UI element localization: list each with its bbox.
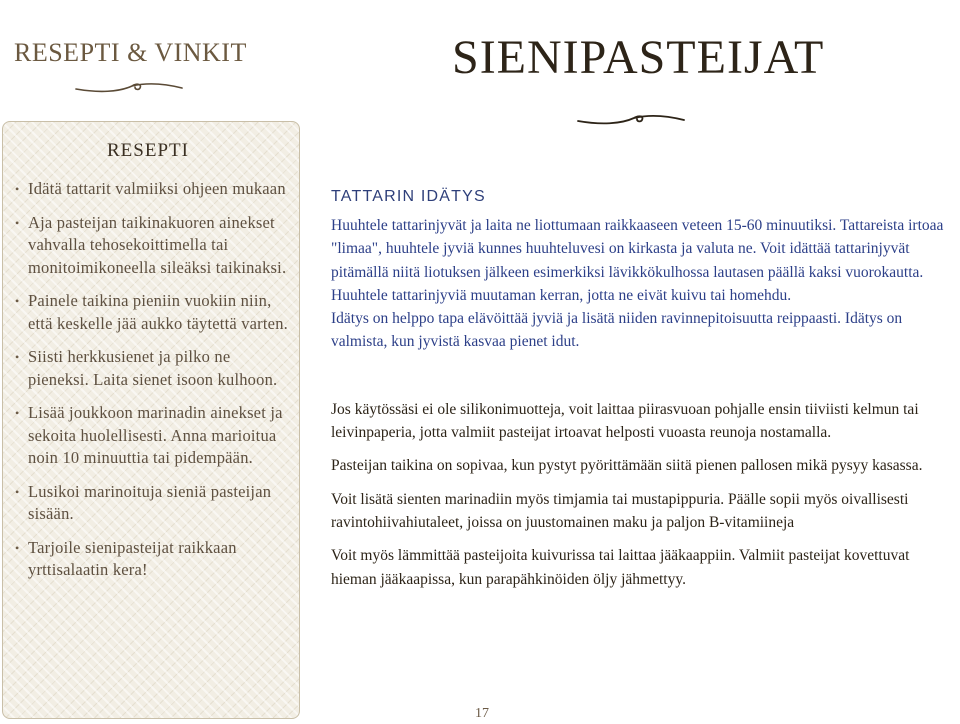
flourish-ornament-icon: [576, 112, 686, 128]
recipe-steps-list: [11, 178, 291, 582]
page-number: 17: [475, 706, 489, 721]
recipe-sidebar: [2, 121, 300, 719]
recipe-step: • Lusikoi marinoituja sieniä pasteijan sisään.: [15, 481, 272, 523]
section-title: RESEPTI & VINKIT: [14, 38, 247, 67]
sprouting-paragraph: Idätys on helppo tapa elävöittää jyviä ja lisätä niiden ravinnepitoisuutta reippaasti. Idätys on valmista, kun jyvistä kasvaa pienet idut.: [331, 310, 903, 351]
bullet-icon: •: [15, 215, 20, 230]
recipe-step: • Painele taikina pieniin vuokiin niin, että keskelle jää aukko täytettä varten.: [15, 291, 288, 333]
page-title: SIENIPASTEIJAT: [452, 31, 825, 84]
recipe-heading: RESEPTI: [107, 140, 189, 161]
bullet-icon: •: [15, 406, 20, 420]
flourish-ornament-icon: [74, 80, 184, 96]
tip-paragraph: Jos käytössäsi ei ole silikonimuotteja, voit laittaa piirasvuoan pohjalle ensin tiiviisti kelmun tai leivinpaperia, jotta valmiit pasteijat irtoavat helposti vuoasta reunoja nostamalla.: [331, 400, 919, 442]
bullet-icon: •: [15, 540, 20, 555]
recipe-step: • Idätä tattarit valmiiksi ohjeen mukaan: [11, 178, 291, 201]
recipe-step: • Siisti herkkusienet ja pilko ne pieneksi. Laita sienet isoon kulhoon.: [15, 347, 278, 389]
sprouting-heading: TATTARIN IDÄTYS: [331, 188, 486, 205]
bullet-icon: •: [15, 350, 20, 364]
main-content: [331, 188, 956, 591]
recipe-step: • Aja pasteijan taikinakuoren ainekset vahvalla tehosekoittimella tai monitoimikoneella sileäksi taikinaksi.: [15, 212, 287, 277]
sprouting-paragraph: Huuhtele tattarinjyvät ja laita ne liottumaan raikkaaseen veteen 15-60 minuutiksi. Tattareista irtoaa "limaa", huuhtele jyviä kunnes huuhteluvesi on kirkasta ja valuta ne. Voit idättää tattarinjyvät pitämällä niitä liotuksen jälkeen esimerkiksi lävikkökulhossa lautasen päällä kaksi vuorokautta. Huuhtele tattarinjyviä muutaman kerran, jotta ne eivät kuivu tai homehdu.: [331, 217, 944, 304]
bullet-icon: •: [15, 294, 20, 308]
bullet-icon: •: [15, 182, 20, 196]
recipe-step: • Lisää joukkoon marinadin ainekset ja sekoita huolellisesti. Anna marioitua noin 10 minuuttia tai pidempään.: [15, 403, 283, 467]
tip-paragraph: Voit lisätä sienten marinadiin myös timjamia tai mustapippuria. Päälle sopii myös oivallisesti ravintohiivahiutaleet, joissa on juustomainen maku ja paljon B-vitamiineja: [331, 490, 909, 531]
recipe-step: • Tarjoile sienipasteijat raikkaan yrttisalaatin kera!: [15, 537, 237, 579]
tip-paragraph: Pasteijan taikina on sopivaa, kun pystyt pyörittämään siitä pienen pallosen mikä pysyy kasassa.: [331, 457, 923, 475]
tip-paragraph: Voit myös lämmittää pasteijoita kuivurissa tai laittaa jääkaappiin. Valmiit pasteijat kovettuvat hieman jääkaapissa, kun parapähkinöiden öljy jähmettyy.: [331, 547, 910, 588]
bullet-icon: •: [15, 484, 20, 499]
